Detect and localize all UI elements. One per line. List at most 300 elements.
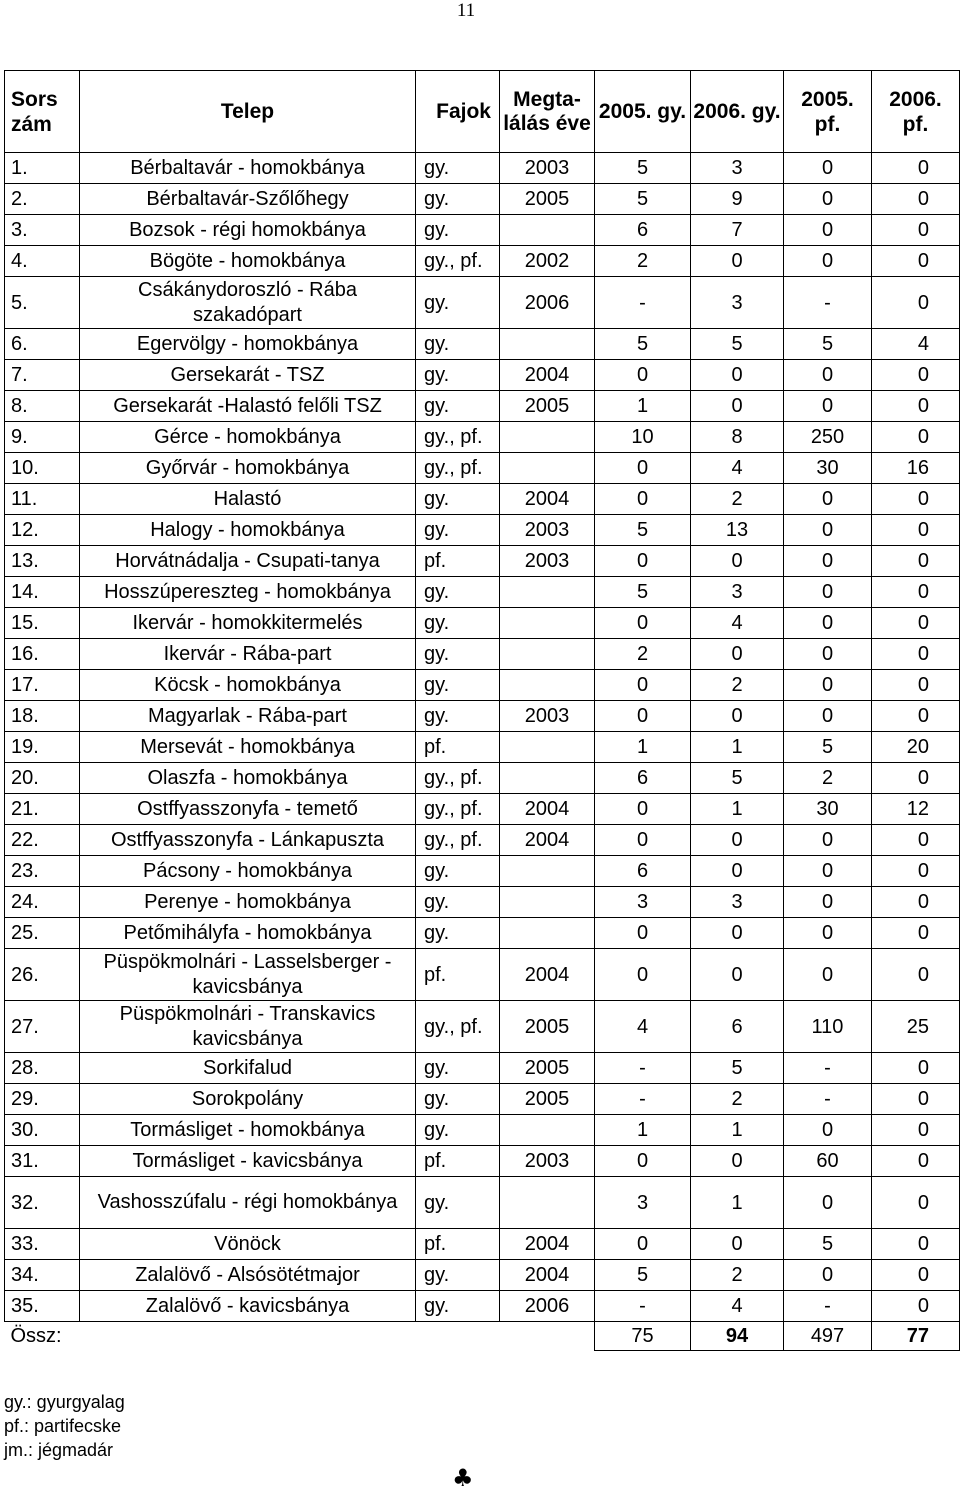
row-megtalalas-eve: 2006	[500, 277, 595, 329]
row-fajok: gy., pf.	[416, 825, 500, 856]
row-gy-2006: 5	[691, 763, 784, 794]
row-num: 34.	[5, 1260, 80, 1291]
row-num: 35.	[5, 1291, 80, 1322]
row-num: 30.	[5, 1115, 80, 1146]
row-pf-2006: 4	[872, 329, 960, 360]
legend-item-pf: pf.: partifecske	[4, 1416, 122, 1436]
row-telep: Vashosszúfalu - régi homokbánya	[80, 1177, 416, 1229]
row-gy-2006: 0	[691, 856, 784, 887]
row-pf-2006: 0	[872, 360, 960, 391]
row-pf-2005: 0	[784, 701, 872, 732]
header-gy-2006: 2006. gy.	[691, 71, 784, 153]
row-num: 12.	[5, 515, 80, 546]
table-row	[5, 184, 960, 215]
table-row	[5, 794, 960, 825]
row-telep: Horvátnádalja - Csupati-tanya	[80, 546, 416, 577]
row-num: 28.	[5, 1053, 80, 1084]
row-megtalalas-eve: 2004	[500, 360, 595, 391]
row-fajok: gy.	[416, 391, 500, 422]
row-megtalalas-eve	[500, 670, 595, 701]
row-num: 13.	[5, 546, 80, 577]
row-megtalalas-eve: 2005	[500, 184, 595, 215]
row-pf-2006: 0	[872, 1115, 960, 1146]
row-num: 10.	[5, 453, 80, 484]
row-telep: Zalalövő - Alsósötétmajor	[80, 1260, 416, 1291]
row-megtalalas-eve	[500, 453, 595, 484]
row-pf-2006: 0	[872, 701, 960, 732]
legend-item-jm: jm.: jégmadár	[4, 1440, 114, 1460]
row-pf-2006: 0	[872, 1229, 960, 1260]
row-pf-2006: 0	[872, 246, 960, 277]
table-row	[5, 918, 960, 949]
row-fajok: gy.	[416, 670, 500, 701]
row-pf-2005: 0	[784, 1115, 872, 1146]
row-pf-2006: 0	[872, 422, 960, 453]
row-gy-2005: 0	[595, 825, 691, 856]
table-row	[5, 515, 960, 546]
row-fajok: gy.	[416, 918, 500, 949]
row-gy-2006: 0	[691, 1146, 784, 1177]
row-num: 4.	[5, 246, 80, 277]
row-megtalalas-eve	[500, 732, 595, 763]
row-gy-2005: -	[595, 1053, 691, 1084]
row-gy-2005: 6	[595, 215, 691, 246]
table-row	[5, 670, 960, 701]
row-num: 8.	[5, 391, 80, 422]
row-gy-2006: 0	[691, 391, 784, 422]
row-gy-2006: 1	[691, 732, 784, 763]
page-number: 11	[456, 0, 476, 21]
row-num: 31.	[5, 1146, 80, 1177]
row-megtalalas-eve	[500, 608, 595, 639]
row-telep: Ostffyasszonyfa - temető	[80, 794, 416, 825]
row-gy-2006: 2	[691, 484, 784, 515]
row-gy-2006: 2	[691, 670, 784, 701]
row-num: 33.	[5, 1229, 80, 1260]
row-gy-2005: 0	[595, 360, 691, 391]
row-gy-2005: 0	[595, 670, 691, 701]
header-fajok: Fajok	[416, 71, 500, 153]
row-num: 5.	[5, 277, 80, 329]
row-gy-2006: 3	[691, 153, 784, 184]
table-row	[5, 1229, 960, 1260]
row-megtalalas-eve	[500, 1177, 595, 1229]
row-pf-2005: -	[784, 1291, 872, 1322]
row-pf-2005: 30	[784, 794, 872, 825]
total-label: Össz:	[10, 1325, 62, 1348]
row-telep: Tormásliget - kavicsbánya	[80, 1146, 416, 1177]
table-row	[5, 1115, 960, 1146]
row-gy-2006: 8	[691, 422, 784, 453]
row-telep: Gersekarát -Halastó felőli TSZ	[80, 391, 416, 422]
row-fajok: gy.	[416, 701, 500, 732]
row-num: 1.	[5, 153, 80, 184]
row-gy-2006: 4	[691, 453, 784, 484]
row-pf-2005: 60	[784, 1146, 872, 1177]
row-pf-2005: 0	[784, 515, 872, 546]
table-row	[5, 577, 960, 608]
table-row	[5, 1291, 960, 1322]
row-gy-2005: 4	[595, 1001, 691, 1053]
row-fajok: pf.	[416, 1229, 500, 1260]
row-pf-2006: 0	[872, 1260, 960, 1291]
row-megtalalas-eve	[500, 856, 595, 887]
table-row	[5, 546, 960, 577]
row-pf-2005: 0	[784, 246, 872, 277]
row-gy-2005: 0	[595, 1229, 691, 1260]
row-pf-2005: 30	[784, 453, 872, 484]
row-megtalalas-eve	[500, 215, 595, 246]
row-num: 7.	[5, 360, 80, 391]
row-num: 17.	[5, 670, 80, 701]
table-row	[5, 701, 960, 732]
row-gy-2005: 2	[595, 246, 691, 277]
row-telep: Gersekarát - TSZ	[80, 360, 416, 391]
table-row	[5, 1146, 960, 1177]
row-fajok: gy.	[416, 1291, 500, 1322]
row-gy-2006: 1	[691, 794, 784, 825]
row-pf-2006: 12	[872, 794, 960, 825]
row-telep: Bérbaltavár - homokbánya	[80, 153, 416, 184]
row-gy-2005: 0	[595, 453, 691, 484]
row-pf-2006: 0	[872, 546, 960, 577]
row-telep: Magyarlak - Rába-part	[80, 701, 416, 732]
row-pf-2006: 0	[872, 856, 960, 887]
row-num: 19.	[5, 732, 80, 763]
table-row	[5, 639, 960, 670]
row-gy-2005: 3	[595, 1177, 691, 1229]
row-gy-2006: 3	[691, 887, 784, 918]
row-num: 6.	[5, 329, 80, 360]
row-megtalalas-eve: 2004	[500, 794, 595, 825]
header-pf-2006: 2006. pf.	[872, 71, 960, 153]
row-megtalalas-eve: 2003	[500, 515, 595, 546]
table-body	[5, 153, 960, 1322]
row-telep: Bögöte - homokbánya	[80, 246, 416, 277]
legend-item-gy: gy.: gyurgyalag	[4, 1392, 125, 1412]
table-row	[5, 422, 960, 453]
row-pf-2006: 0	[872, 887, 960, 918]
row-pf-2005: 0	[784, 484, 872, 515]
row-gy-2005: 5	[595, 184, 691, 215]
row-pf-2006: 0	[872, 577, 960, 608]
row-num: 27.	[5, 1001, 80, 1053]
row-gy-2006: 4	[691, 608, 784, 639]
row-gy-2006: 5	[691, 329, 784, 360]
row-gy-2006: 0	[691, 949, 784, 1001]
row-gy-2006: 5	[691, 1053, 784, 1084]
row-pf-2006: 16	[872, 453, 960, 484]
table-row	[5, 153, 960, 184]
row-fajok: gy.	[416, 887, 500, 918]
row-megtalalas-eve: 2005	[500, 1053, 595, 1084]
row-megtalalas-eve: 2005	[500, 1084, 595, 1115]
row-pf-2005: 0	[784, 360, 872, 391]
row-pf-2006: 0	[872, 825, 960, 856]
row-gy-2006: 6	[691, 1001, 784, 1053]
row-pf-2006: 20	[872, 732, 960, 763]
row-fajok: pf.	[416, 732, 500, 763]
row-fajok: gy.	[416, 1115, 500, 1146]
row-megtalalas-eve: 2003	[500, 1146, 595, 1177]
row-num: 14.	[5, 577, 80, 608]
row-gy-2005: 6	[595, 763, 691, 794]
table-row	[5, 825, 960, 856]
header-row	[5, 71, 960, 153]
row-pf-2005: 5	[784, 732, 872, 763]
row-gy-2006: 1	[691, 1115, 784, 1146]
row-gy-2006: 0	[691, 918, 784, 949]
row-gy-2005: 0	[595, 949, 691, 1001]
row-pf-2005: 0	[784, 949, 872, 1001]
row-pf-2005: 5	[784, 1229, 872, 1260]
table-row	[5, 453, 960, 484]
row-telep: Ostffyasszonyfa - Lánkapuszta	[80, 825, 416, 856]
row-pf-2006: 0	[872, 918, 960, 949]
row-pf-2005: 0	[784, 825, 872, 856]
row-gy-2006: 0	[691, 639, 784, 670]
row-gy-2006: 0	[691, 246, 784, 277]
row-fajok: gy.	[416, 277, 500, 329]
row-fajok: gy., pf.	[416, 246, 500, 277]
row-pf-2006: 25	[872, 1001, 960, 1053]
row-gy-2006: 0	[691, 360, 784, 391]
row-gy-2006: 3	[691, 577, 784, 608]
row-num: 11.	[5, 484, 80, 515]
row-fajok: gy.	[416, 215, 500, 246]
row-pf-2005: 0	[784, 918, 872, 949]
row-pf-2006: 0	[872, 763, 960, 794]
row-num: 15.	[5, 608, 80, 639]
row-fajok: gy., pf.	[416, 1001, 500, 1053]
row-pf-2005: 5	[784, 329, 872, 360]
row-telep: Olaszfa - homokbánya	[80, 763, 416, 794]
row-gy-2006: 0	[691, 1229, 784, 1260]
row-pf-2005: 0	[784, 391, 872, 422]
row-megtalalas-eve: 2006	[500, 1291, 595, 1322]
row-gy-2005: 3	[595, 887, 691, 918]
row-pf-2005: 2	[784, 763, 872, 794]
row-gy-2006: 7	[691, 215, 784, 246]
row-fajok: gy., pf.	[416, 453, 500, 484]
row-gy-2005: 0	[595, 1146, 691, 1177]
row-gy-2006: 3	[691, 277, 784, 329]
row-telep: Zalalövő - kavicsbánya	[80, 1291, 416, 1322]
row-fajok: gy.	[416, 639, 500, 670]
row-telep: Pácsony - homokbánya	[80, 856, 416, 887]
row-gy-2006: 4	[691, 1291, 784, 1322]
row-fajok: gy., pf.	[416, 763, 500, 794]
row-pf-2005: 0	[784, 856, 872, 887]
row-megtalalas-eve	[500, 1115, 595, 1146]
row-megtalalas-eve: 2003	[500, 701, 595, 732]
row-megtalalas-eve	[500, 763, 595, 794]
row-gy-2005: 1	[595, 732, 691, 763]
row-megtalalas-eve: 2004	[500, 484, 595, 515]
row-pf-2005: 0	[784, 608, 872, 639]
row-gy-2005: 1	[595, 391, 691, 422]
row-num: 2.	[5, 184, 80, 215]
row-fajok: gy.	[416, 484, 500, 515]
row-gy-2005: 5	[595, 153, 691, 184]
row-pf-2005: 0	[784, 153, 872, 184]
row-telep: Püspökmolnári - Transkavics kavicsbánya	[80, 1001, 416, 1053]
row-pf-2005: 0	[784, 1260, 872, 1291]
row-gy-2006: 9	[691, 184, 784, 215]
row-telep: Ikervár - Rába-part	[80, 639, 416, 670]
table-row	[5, 1177, 960, 1229]
row-gy-2005: -	[595, 277, 691, 329]
row-telep: Hosszúpereszteg - homokbánya	[80, 577, 416, 608]
row-telep: Gérce - homokbánya	[80, 422, 416, 453]
table-row	[5, 329, 960, 360]
row-megtalalas-eve	[500, 918, 595, 949]
row-fajok: gy.	[416, 329, 500, 360]
row-pf-2005: -	[784, 1084, 872, 1115]
row-megtalalas-eve: 2005	[500, 1001, 595, 1053]
table-row	[5, 732, 960, 763]
row-pf-2005: 0	[784, 887, 872, 918]
row-telep: Egervölgy - homokbánya	[80, 329, 416, 360]
row-fajok: pf.	[416, 546, 500, 577]
table-row	[5, 763, 960, 794]
row-pf-2005: 0	[784, 577, 872, 608]
row-pf-2005: 0	[784, 546, 872, 577]
row-pf-2006: 0	[872, 1146, 960, 1177]
row-megtalalas-eve: 2004	[500, 825, 595, 856]
row-fajok: gy.	[416, 1177, 500, 1229]
row-megtalalas-eve: 2005	[500, 391, 595, 422]
row-telep: Ikervár - homokkitermelés	[80, 608, 416, 639]
club-symbol-icon: ♣	[452, 1464, 474, 1492]
row-telep: Tormásliget - homokbánya	[80, 1115, 416, 1146]
row-pf-2006: 0	[872, 670, 960, 701]
row-fajok: gy.	[416, 1053, 500, 1084]
table-row	[5, 277, 960, 329]
row-pf-2006: 0	[872, 484, 960, 515]
row-megtalalas-eve: 2004	[500, 1229, 595, 1260]
row-gy-2005: 10	[595, 422, 691, 453]
total-pf-2005: 497	[784, 1322, 872, 1351]
row-gy-2005: 0	[595, 546, 691, 577]
row-megtalalas-eve	[500, 422, 595, 453]
row-fajok: gy.	[416, 184, 500, 215]
row-pf-2005: 110	[784, 1001, 872, 1053]
table-row	[5, 1260, 960, 1291]
row-telep: Halogy - homokbánya	[80, 515, 416, 546]
table-row	[5, 1053, 960, 1084]
row-gy-2005: 5	[595, 329, 691, 360]
row-pf-2006: 0	[872, 391, 960, 422]
row-num: 16.	[5, 639, 80, 670]
row-fajok: gy.	[416, 608, 500, 639]
row-telep: Bozsok - régi homokbánya	[80, 215, 416, 246]
header-telep: Telep	[80, 71, 416, 153]
row-gy-2005: 0	[595, 608, 691, 639]
row-telep: Győrvár - homokbánya	[80, 453, 416, 484]
table-row	[5, 887, 960, 918]
row-telep: Petőmihályfa - homokbánya	[80, 918, 416, 949]
row-gy-2006: 13	[691, 515, 784, 546]
row-pf-2005: 0	[784, 1177, 872, 1229]
header-num: Sors zám	[5, 71, 80, 153]
row-num: 29.	[5, 1084, 80, 1115]
header-gy-2005: 2005. gy.	[595, 71, 691, 153]
row-telep: Köcsk - homokbánya	[80, 670, 416, 701]
row-megtalalas-eve: 2002	[500, 246, 595, 277]
row-gy-2006: 0	[691, 546, 784, 577]
row-num: 23.	[5, 856, 80, 887]
header-pf-2005: 2005. pf.	[784, 71, 872, 153]
row-telep: Sorkifalud	[80, 1053, 416, 1084]
row-num: 22.	[5, 825, 80, 856]
header-megtalalas: Megta-lálás éve	[500, 71, 595, 153]
row-gy-2005: 0	[595, 794, 691, 825]
row-pf-2006: 0	[872, 277, 960, 329]
row-megtalalas-eve: 2004	[500, 949, 595, 1001]
row-telep: Csákánydoroszló - Rába szakadópart	[80, 277, 416, 329]
legend	[4, 1390, 125, 1462]
row-fajok: gy., pf.	[416, 794, 500, 825]
row-gy-2006: 0	[691, 825, 784, 856]
row-num: 9.	[5, 422, 80, 453]
row-telep: Perenye - homokbánya	[80, 887, 416, 918]
row-pf-2006: 0	[872, 184, 960, 215]
row-fajok: gy.	[416, 153, 500, 184]
row-pf-2006: 0	[872, 1084, 960, 1115]
row-pf-2006: 0	[872, 949, 960, 1001]
row-gy-2005: 0	[595, 918, 691, 949]
row-gy-2005: 5	[595, 515, 691, 546]
table-row	[5, 1084, 960, 1115]
colony-table	[4, 70, 960, 1351]
table-row	[5, 1001, 960, 1053]
row-fajok: pf.	[416, 949, 500, 1001]
row-num: 26.	[5, 949, 80, 1001]
row-telep: Vönöck	[80, 1229, 416, 1260]
row-pf-2005: 0	[784, 639, 872, 670]
row-megtalalas-eve: 2004	[500, 1260, 595, 1291]
row-telep: Bérbaltavár-Szőlőhegy	[80, 184, 416, 215]
row-num: 32.	[5, 1177, 80, 1229]
row-pf-2006: 0	[872, 515, 960, 546]
row-megtalalas-eve	[500, 639, 595, 670]
row-megtalalas-eve	[500, 577, 595, 608]
row-pf-2006: 0	[872, 153, 960, 184]
total-gy-2005: 75	[595, 1322, 691, 1351]
row-gy-2005: 0	[595, 701, 691, 732]
row-num: 20.	[5, 763, 80, 794]
row-gy-2005: -	[595, 1084, 691, 1115]
row-pf-2006: 0	[872, 639, 960, 670]
row-fajok: gy.	[416, 856, 500, 887]
total-row	[5, 1322, 960, 1351]
row-gy-2005: 5	[595, 577, 691, 608]
row-megtalalas-eve	[500, 887, 595, 918]
row-gy-2005: 5	[595, 1260, 691, 1291]
row-num: 3.	[5, 215, 80, 246]
total-pf-2006: 77	[872, 1322, 960, 1351]
table-row	[5, 856, 960, 887]
row-gy-2005: 2	[595, 639, 691, 670]
row-pf-2006: 0	[872, 1177, 960, 1229]
row-pf-2005: 0	[784, 184, 872, 215]
row-gy-2005: 6	[595, 856, 691, 887]
row-gy-2006: 2	[691, 1260, 784, 1291]
table-row	[5, 215, 960, 246]
row-gy-2005: 0	[595, 484, 691, 515]
row-pf-2006: 0	[872, 1053, 960, 1084]
